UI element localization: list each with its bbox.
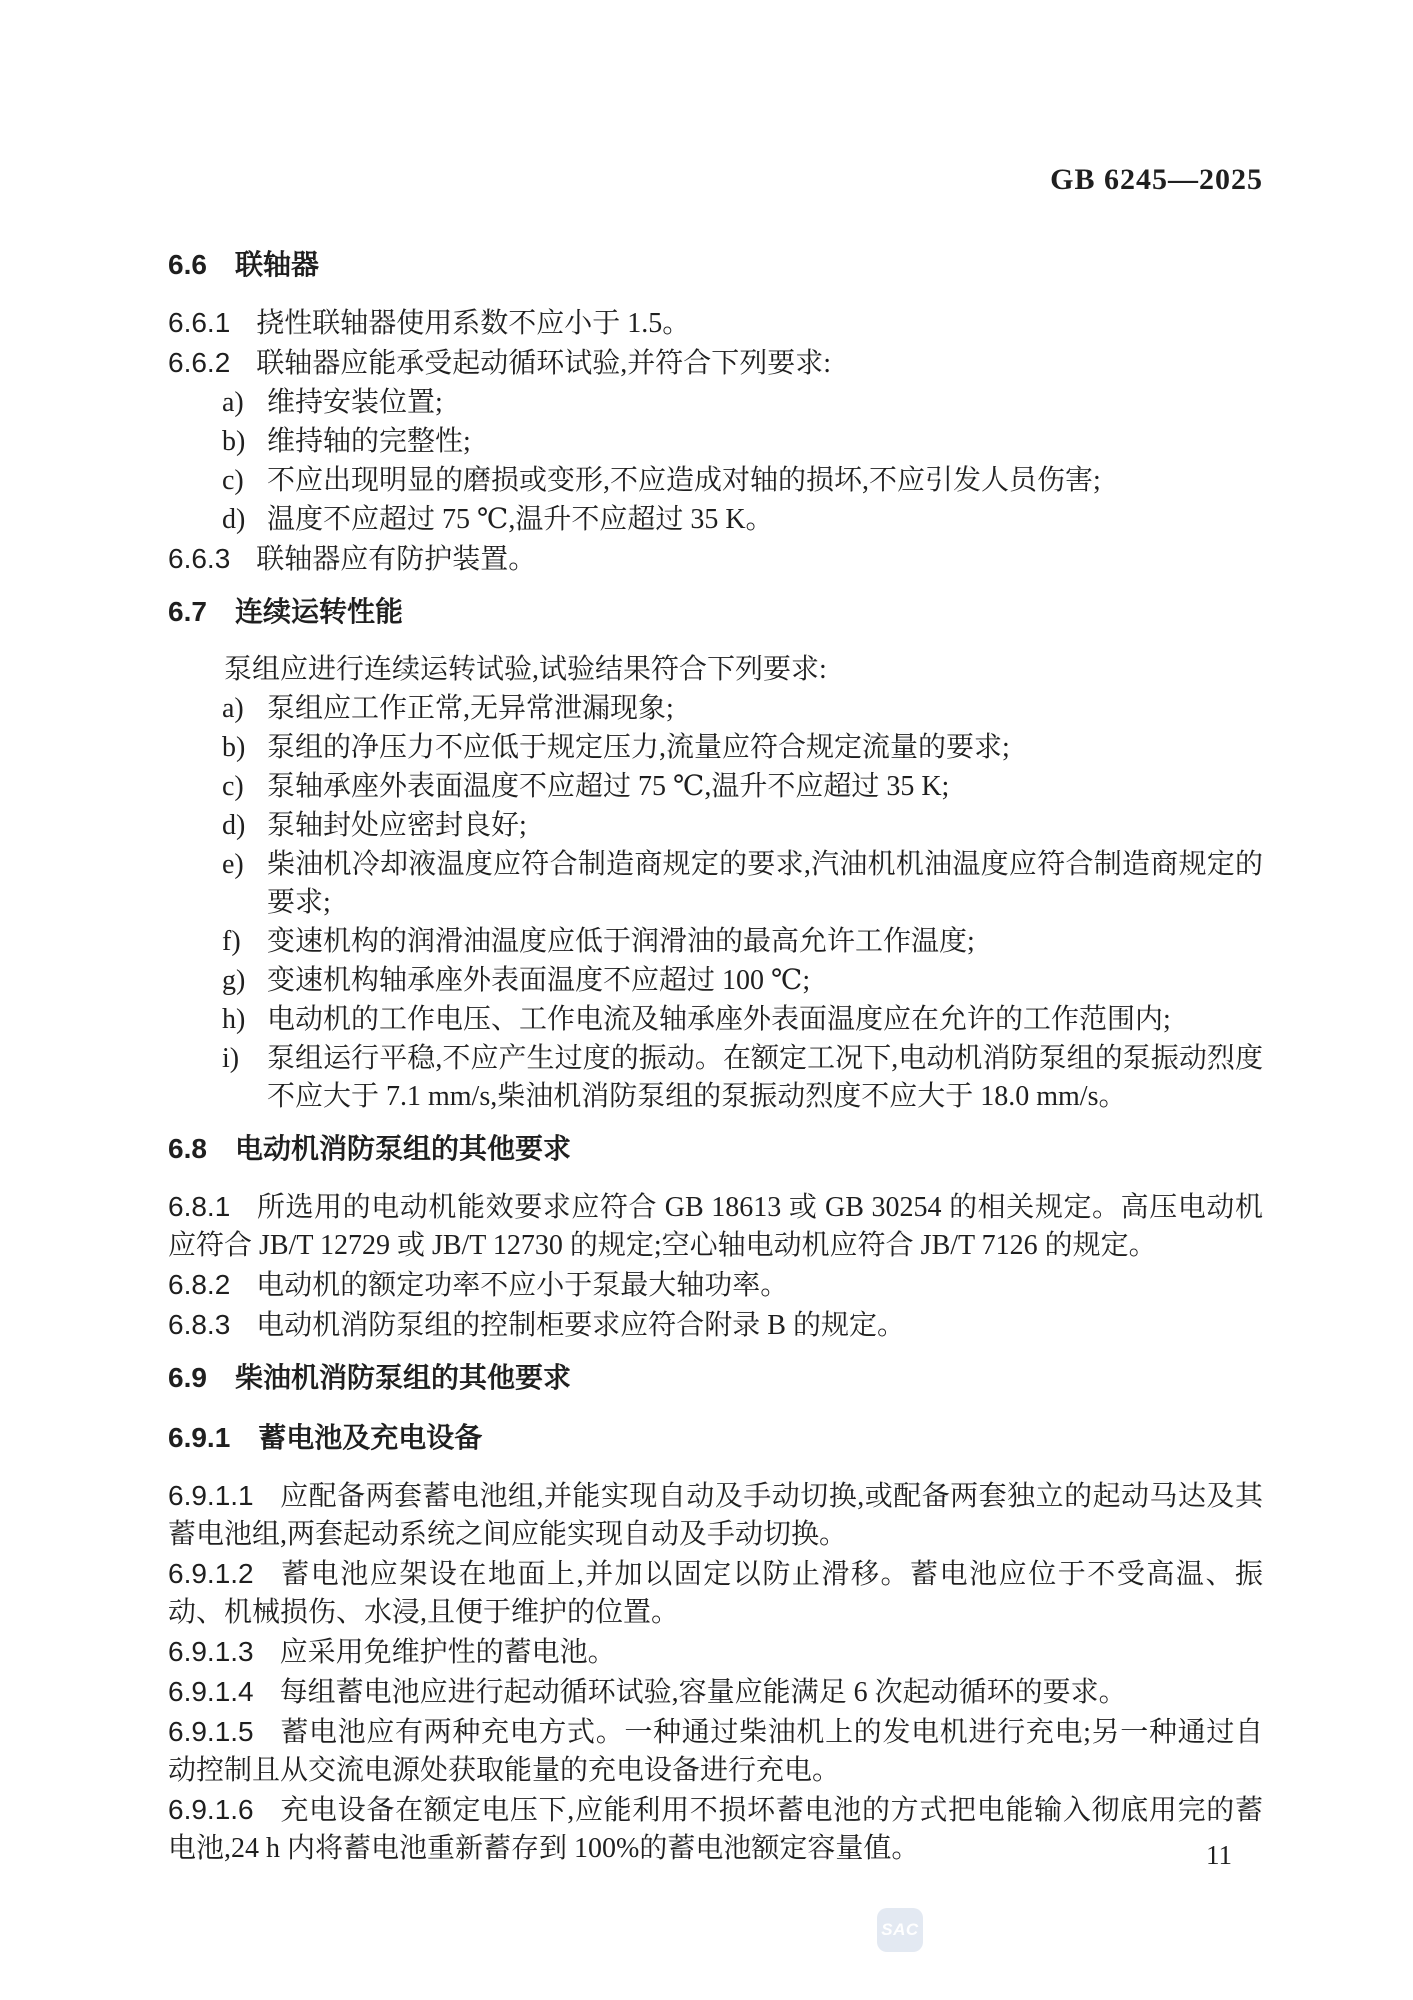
list-item-a: [168, 384, 1263, 422]
clause-number: 6.6.1: [168, 307, 231, 338]
list-item-label: e): [222, 849, 244, 880]
list-item-text: 泵轴承座外表面温度不应超过 75 ℃,温升不应超过 35 K;: [267, 771, 950, 802]
section-heading-6.9: [168, 1359, 1263, 1397]
list-item-e: [168, 846, 1263, 922]
list-item-g: [168, 962, 1263, 1000]
list-item-label: c): [222, 465, 244, 496]
clause-number: 6.9.1.4: [168, 1676, 254, 1707]
list-item-h: [168, 1001, 1263, 1039]
list-item-text: 电动机的工作电压、工作电流及轴承座外表面温度应在允许的工作范围内;: [267, 1004, 1171, 1035]
intro-text: 泵组应进行连续运转试验,试验结果符合下列要求:: [224, 654, 827, 685]
section-heading-title: 蓄电池及充电设备: [258, 1422, 483, 1453]
list-item-text: 变速机构的润滑油温度应低于润滑油的最高允许工作温度;: [267, 926, 975, 957]
clause-text: 电动机消防泵组的控制柜要求应符合附录 B 的规定。: [256, 1310, 905, 1341]
section-heading-title: 柴油机消防泵组的其他要求: [234, 1362, 571, 1393]
standard-number-header: GB 6245—2025: [1050, 163, 1263, 196]
list-item-d: [168, 501, 1263, 539]
list-item-f: [168, 923, 1263, 961]
list-item-label: d): [222, 504, 246, 535]
list-item-c: [168, 462, 1263, 500]
list-item-label: f): [222, 926, 241, 957]
section-heading-title: 连续运转性能: [234, 596, 403, 627]
clause-paragraph-6.9.1.4: [168, 1673, 1263, 1712]
document-body: [168, 0, 1263, 1869]
section-heading-6.7: [168, 593, 1263, 631]
section-heading-6.8: [168, 1130, 1263, 1168]
list-item-text: 维持轴的完整性;: [267, 426, 471, 457]
list-item-label: a): [222, 387, 244, 418]
list-item-label: b): [222, 426, 246, 457]
list-item-b: [168, 423, 1263, 461]
section-heading-6.9.1: [168, 1419, 1263, 1457]
clause-paragraph-6.8.2: [168, 1266, 1263, 1305]
section-heading-title: 电动机消防泵组的其他要求: [234, 1133, 571, 1164]
list-item-label: g): [222, 965, 246, 996]
list-item-label: c): [222, 771, 244, 802]
list-item-c: [168, 768, 1263, 806]
clause-text: 电动机的额定功率不应小于泵最大轴功率。: [256, 1270, 789, 1301]
list-item-text: 泵组应工作正常,无异常泄漏现象;: [267, 693, 674, 724]
clause-text: 每组蓄电池应进行起动循环试验,容量应能满足 6 次起动循环的要求。: [279, 1677, 1127, 1708]
list-item-label: h): [222, 1004, 246, 1035]
clause-paragraph-6.9.1.6: [168, 1791, 1263, 1868]
clause-number: 6.9.1.5: [168, 1716, 254, 1747]
clause-text: 应配备两套蓄电池组,并能实现自动及手动切换,或配备两套独立的起动马达及其蓄电池组,两套起动系统之间应能实现自动及手动切换。: [168, 1481, 1263, 1550]
clause-text: 充电设备在额定电压下,应能利用不损坏蓄电池的方式把电能输入彻底用完的蓄电池,24 h 内将蓄电池重新蓄存到 100%的蓄电池额定容量值。: [168, 1795, 1263, 1864]
clause-paragraph-6.6.1: [168, 304, 1263, 343]
clause-text: 蓄电池应架设在地面上,并加以固定以防止滑移。蓄电池应位于不受高温、振动、机械损伤、水浸,且便于维护的位置。: [168, 1559, 1263, 1628]
page-number: 11: [1206, 1840, 1232, 1870]
clause-number: 6.9.1.2: [168, 1558, 254, 1589]
clause-paragraph-6.8.3: [168, 1306, 1263, 1345]
clause-number: 6.9.1.3: [168, 1636, 254, 1667]
clause-paragraph-6.9.1.2: [168, 1555, 1263, 1632]
clause-number: 6.8.1: [168, 1191, 231, 1222]
section-heading-title: 联轴器: [234, 249, 319, 280]
section-heading-number: 6.6: [168, 249, 207, 280]
list-item-d: [168, 807, 1263, 845]
clause-text: 挠性联轴器使用系数不应小于 1.5。: [256, 308, 691, 339]
clause-number: 6.8.2: [168, 1269, 231, 1300]
section-heading-6.6: [168, 246, 1263, 284]
intro-paragraph: [168, 651, 1263, 689]
clause-paragraph-6.9.1.3: [168, 1633, 1263, 1672]
list-item-text: 温度不应超过 75 ℃,温升不应超过 35 K。: [267, 504, 774, 535]
clause-paragraph-6.9.1.5: [168, 1713, 1263, 1790]
section-heading-number: 6.7: [168, 596, 207, 627]
clause-paragraph-6.6.2: [168, 344, 1263, 383]
clause-number: 6.6.3: [168, 543, 231, 574]
sac-watermark-logo: [877, 1908, 923, 1952]
clause-text: 联轴器应能承受起动循环试验,并符合下列要求:: [256, 348, 832, 379]
clause-text: 应采用免维护性的蓄电池。: [279, 1637, 616, 1668]
clause-text: 蓄电池应有两种充电方式。一种通过柴油机上的发电机进行充电;另一种通过自动控制且从交流电源处获取能量的充电设备进行充电。: [168, 1717, 1263, 1786]
list-item-text: 不应出现明显的磨损或变形,不应造成对轴的损坏,不应引发人员伤害;: [267, 465, 1101, 496]
list-item-label: b): [222, 732, 246, 763]
list-item-text: 维持安装位置;: [267, 387, 443, 418]
section-heading-number: 6.8: [168, 1133, 207, 1164]
list-item-label: i): [222, 1043, 240, 1074]
list-item-b: [168, 729, 1263, 767]
list-item-text: 变速机构轴承座外表面温度不应超过 100 ℃;: [267, 965, 811, 996]
clause-text: 所选用的电动机能效要求应符合 GB 18613 或 GB 30254 的相关规定。高压电动机应符合 JB/T 12729 或 JB/T 12730 的规定;空心轴电动机应符合 JB/T 7126 的规定。: [168, 1192, 1263, 1261]
list-item-text: 泵轴封处应密封良好;: [267, 810, 527, 841]
clause-number: 6.9.1.6: [168, 1794, 254, 1825]
clause-number: 6.9.1.1: [168, 1480, 254, 1511]
list-item-label: a): [222, 693, 244, 724]
clause-text: 联轴器应有防护装置。: [256, 544, 537, 575]
sac-watermark-text: SAC: [881, 1920, 919, 1939]
list-item-i: [168, 1040, 1263, 1116]
list-item-text: 柴油机冷却液温度应符合制造商规定的要求,汽油机机油温度应符合制造商规定的要求;: [267, 849, 1263, 918]
list-item-label: d): [222, 810, 246, 841]
clause-paragraph-6.8.1: [168, 1188, 1263, 1265]
section-heading-number: 6.9: [168, 1362, 207, 1393]
list-item-text: 泵组的净压力不应低于规定压力,流量应符合规定流量的要求;: [267, 732, 1010, 763]
section-heading-number: 6.9.1: [168, 1422, 231, 1453]
clause-number: 6.6.2: [168, 347, 231, 378]
clause-paragraph-6.9.1.1: [168, 1477, 1263, 1554]
list-item-a: [168, 690, 1263, 728]
list-item-text: 泵组运行平稳,不应产生过度的振动。在额定工况下,电动机消防泵组的泵振动烈度不应大于 7.1 mm/s,柴油机消防泵组的泵振动烈度不应大于 18.0 mm/s。: [267, 1043, 1263, 1112]
clause-number: 6.8.3: [168, 1309, 231, 1340]
clause-paragraph-6.6.3: [168, 540, 1263, 579]
